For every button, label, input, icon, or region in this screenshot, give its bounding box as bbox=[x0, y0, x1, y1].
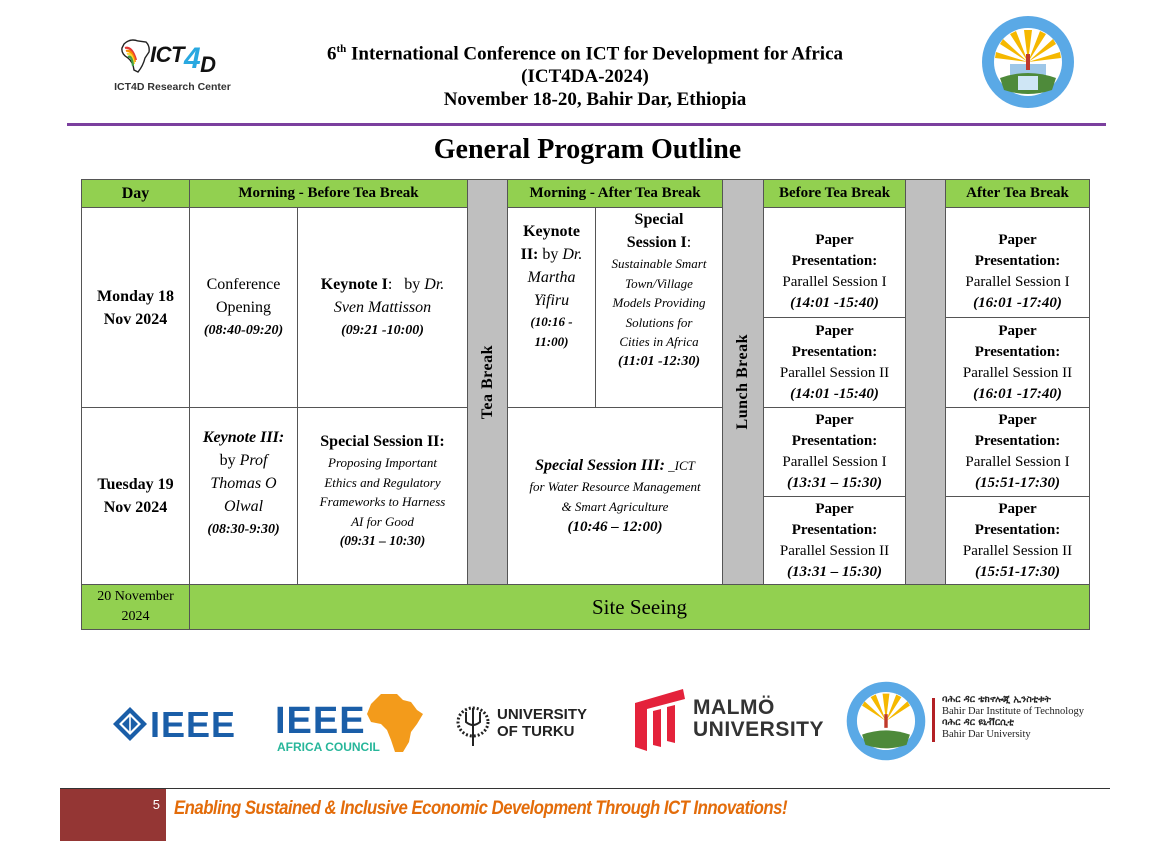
header-divider bbox=[67, 123, 1106, 126]
header-day: Day bbox=[81, 179, 190, 208]
header-morning-after-tea: Morning - After Tea Break bbox=[507, 179, 723, 208]
africa-map-icon bbox=[367, 692, 425, 754]
tuesday-pm-after-parallel-1: Paper Presentation: Parallel Session I (15:51-17:30) bbox=[945, 407, 1090, 497]
monday-pm-after-parallel-2: Paper Presentation: Parallel Session II (16:01 -17:40) bbox=[945, 317, 1090, 408]
lunch-break-label: Lunch Break bbox=[734, 334, 751, 430]
ieee-africa-council-logo: IEEE AFRICA COUNCIL bbox=[275, 690, 425, 755]
page-title: General Program Outline bbox=[433, 134, 742, 165]
session-special-2: Special Session II: Proposing Important Ethics and Regulatory Frameworks to Harness AI for Good (09:31 – 10:30) bbox=[297, 407, 468, 585]
footer-tagline: Enabling Sustained & Inclusive Economic Development Through ICT Innovations! bbox=[174, 797, 788, 819]
session-keynote-1: Keynote I: by Dr. Sven Mattisson (09:21 -10:00) bbox=[297, 207, 468, 408]
bahir-dar-institute-text: ባሕር ዳር ቴክኖሎጂ ኢንስቲቱት Bahir Dar Institute of Technology ባሕር ዳር ዩኒቭርሲቲ Bahir Dar University bbox=[942, 694, 1084, 740]
session-conference-opening: Conference Opening (08:40-09:20) bbox=[189, 207, 298, 408]
session-keynote-2: Keynote II: by Dr. Martha Yifiru (10:16 - 11:00) bbox=[507, 207, 596, 408]
header-afternoon-before-tea: Before Tea Break bbox=[763, 179, 906, 208]
program-table bbox=[81, 179, 1090, 630]
site-seeing: Site Seeing bbox=[189, 584, 1090, 630]
lunch-break-column bbox=[722, 179, 764, 585]
malmo-university-logo: MALMÖ UNIVERSITY bbox=[633, 685, 823, 755]
bahir-dar-divider bbox=[932, 698, 935, 742]
ict4d-logo bbox=[110, 34, 235, 96]
tuesday-pm-before-parallel-1: Paper Presentation: Parallel Session I (13:31 – 15:30) bbox=[763, 407, 906, 497]
afternoon-tea-break-column bbox=[905, 179, 946, 585]
bahir-dar-university-seal-icon bbox=[980, 14, 1076, 110]
monday-pm-before-parallel-2: Paper Presentation: Parallel Session II (14:01 -15:40) bbox=[763, 317, 906, 408]
conference-title: 6th International Conference on ICT for Development for Africa (ICT4DA-2024) November 18-20, Bahir Dar, Ethiopia bbox=[326, 43, 844, 111]
day-monday: Monday 18 Nov 2024 bbox=[81, 207, 190, 408]
ict4d-wordmark: ICT4D bbox=[150, 42, 216, 77]
page-number: 5 bbox=[152, 797, 160, 812]
day-wednesday: 20 November 2024 bbox=[81, 584, 190, 630]
session-special-3: Special Session III: _ICT for Water Resource Management & Smart Agriculture (10:46 – 12:00) bbox=[507, 407, 723, 585]
session-special-1: Special Session I: Sustainable Smart Town/Village Models Providing Solutions for Cities in Africa (11:01 -12:30) bbox=[595, 207, 723, 408]
monday-pm-before-parallel-1: Paper Presentation: Parallel Session I (14:01 -15:40) bbox=[763, 207, 906, 318]
session-keynote-3: Keynote III: by Prof Thomas O Olwal (08:30-9:30) bbox=[189, 407, 298, 585]
malmo-gate-icon bbox=[633, 685, 689, 755]
tuesday-pm-before-parallel-2: Paper Presentation: Parallel Session II (13:31 – 15:30) bbox=[763, 496, 906, 585]
ieee-logo: IEEE bbox=[112, 704, 252, 744]
ieee-diamond-icon bbox=[112, 706, 148, 742]
day-tuesday: Tuesday 19 Nov 2024 bbox=[81, 407, 190, 585]
header-afternoon-after-tea: After Tea Break bbox=[945, 179, 1090, 208]
ict4d-caption: ICT4D Research Center bbox=[114, 81, 231, 93]
university-of-turku-logo: UNIVERSITY OF TURKU bbox=[455, 704, 605, 748]
tuesday-pm-after-parallel-2: Paper Presentation: Parallel Session II (15:51-17:30) bbox=[945, 496, 1090, 585]
tea-break-column bbox=[467, 179, 508, 585]
tea-break-label: Tea Break bbox=[478, 344, 496, 420]
bahir-dar-university-seal-small-icon bbox=[845, 680, 927, 762]
turku-trident-icon bbox=[455, 704, 491, 748]
monday-pm-after-parallel-1: Paper Presentation: Parallel Session I (16:01 -17:40) bbox=[945, 207, 1090, 318]
header-morning-before-tea: Morning - Before Tea Break bbox=[189, 179, 468, 208]
footer-divider bbox=[60, 788, 1110, 789]
